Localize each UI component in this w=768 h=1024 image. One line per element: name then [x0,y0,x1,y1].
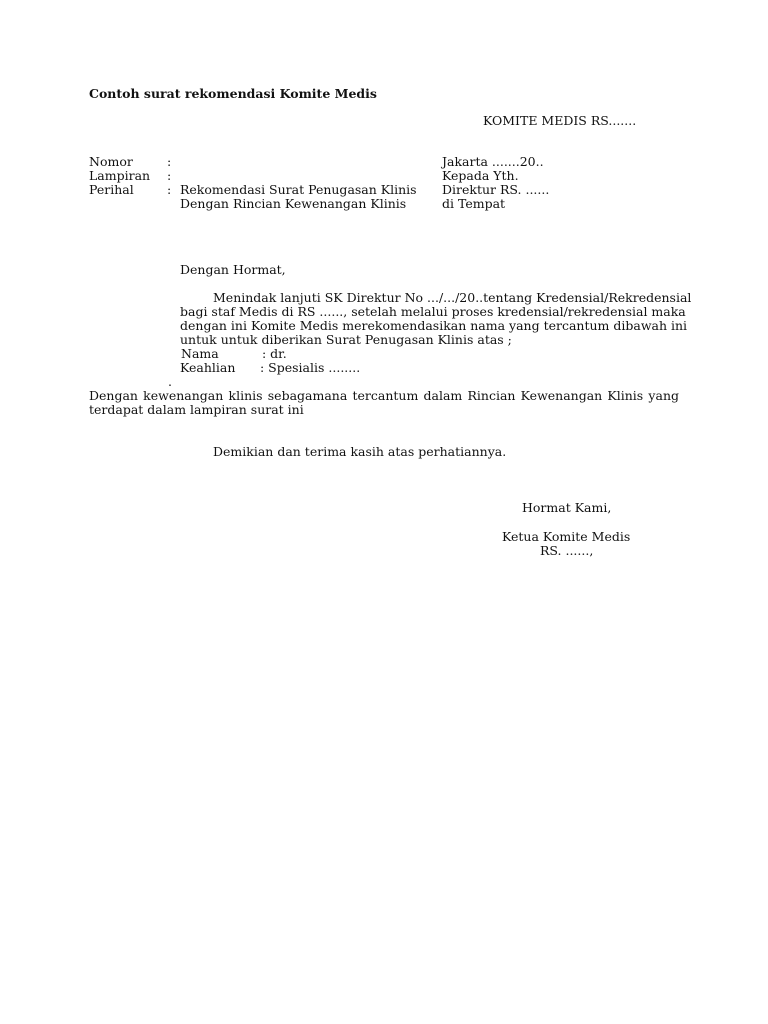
paragraph-line: untuk untuk diberikan Surat Penugasan Klinis atas ; [180,332,512,347]
kepada-yth: Kepada Yth. [442,168,519,183]
keahlian-label: Keahlian [180,360,236,375]
lampiran-label: Lampiran [89,168,151,183]
paragraph-line: dengan ini Komite Medis merekomendasikan nama yang tercantum dibawah ini [180,318,688,333]
nama-label: Nama [181,346,219,361]
kewenangan-paragraph: Dengan kewenangan klinis sebagamana tercantum dalam Rincian Kewenangan Klinis yang terdapat dalam lampiran surat ini [89,388,679,417]
perihal-line2: Dengan Rincian Kewenangan Klinis [180,196,407,211]
lampiran-colon: : [167,168,172,183]
paragraph-line: bagi staf Medis di RS ......, setelah melalui proses kredensial/rekredensial maka [180,304,686,319]
stray-dot: . [168,374,172,389]
city-date: Jakarta .......20.. [442,154,544,169]
di-tempat: di Tempat [442,196,506,211]
document-title: Contoh surat rekomendasi Komite Medis [89,86,377,101]
ketua-komite: Ketua Komite Medis [502,529,631,544]
closing-line: Demikian dan terima kasih atas perhatiannya. [213,444,507,459]
nama-value: : dr. [262,346,287,361]
paragraph-line: Menindak lanjuti SK Direktur No .../.../20..tentang Kredensial/Rekredensial [213,290,692,305]
perihal-colon: : [167,182,172,197]
salutation: Dengan Hormat, [180,262,286,277]
keahlian-value: : Spesialis ........ [260,360,361,375]
nomor-label: Nomor [89,154,133,169]
nomor-colon: : [167,154,172,169]
signature-rs: RS. ......, [540,543,594,558]
hormat-kami: Hormat Kami, [522,500,612,515]
committee-header: KOMITE MEDIS RS....... [483,113,637,128]
perihal-line1: Rekomendasi Surat Penugasan Klinis [180,182,417,197]
direktur-rs: Direktur RS. ...... [442,182,550,197]
perihal-label: Perihal [89,182,134,197]
